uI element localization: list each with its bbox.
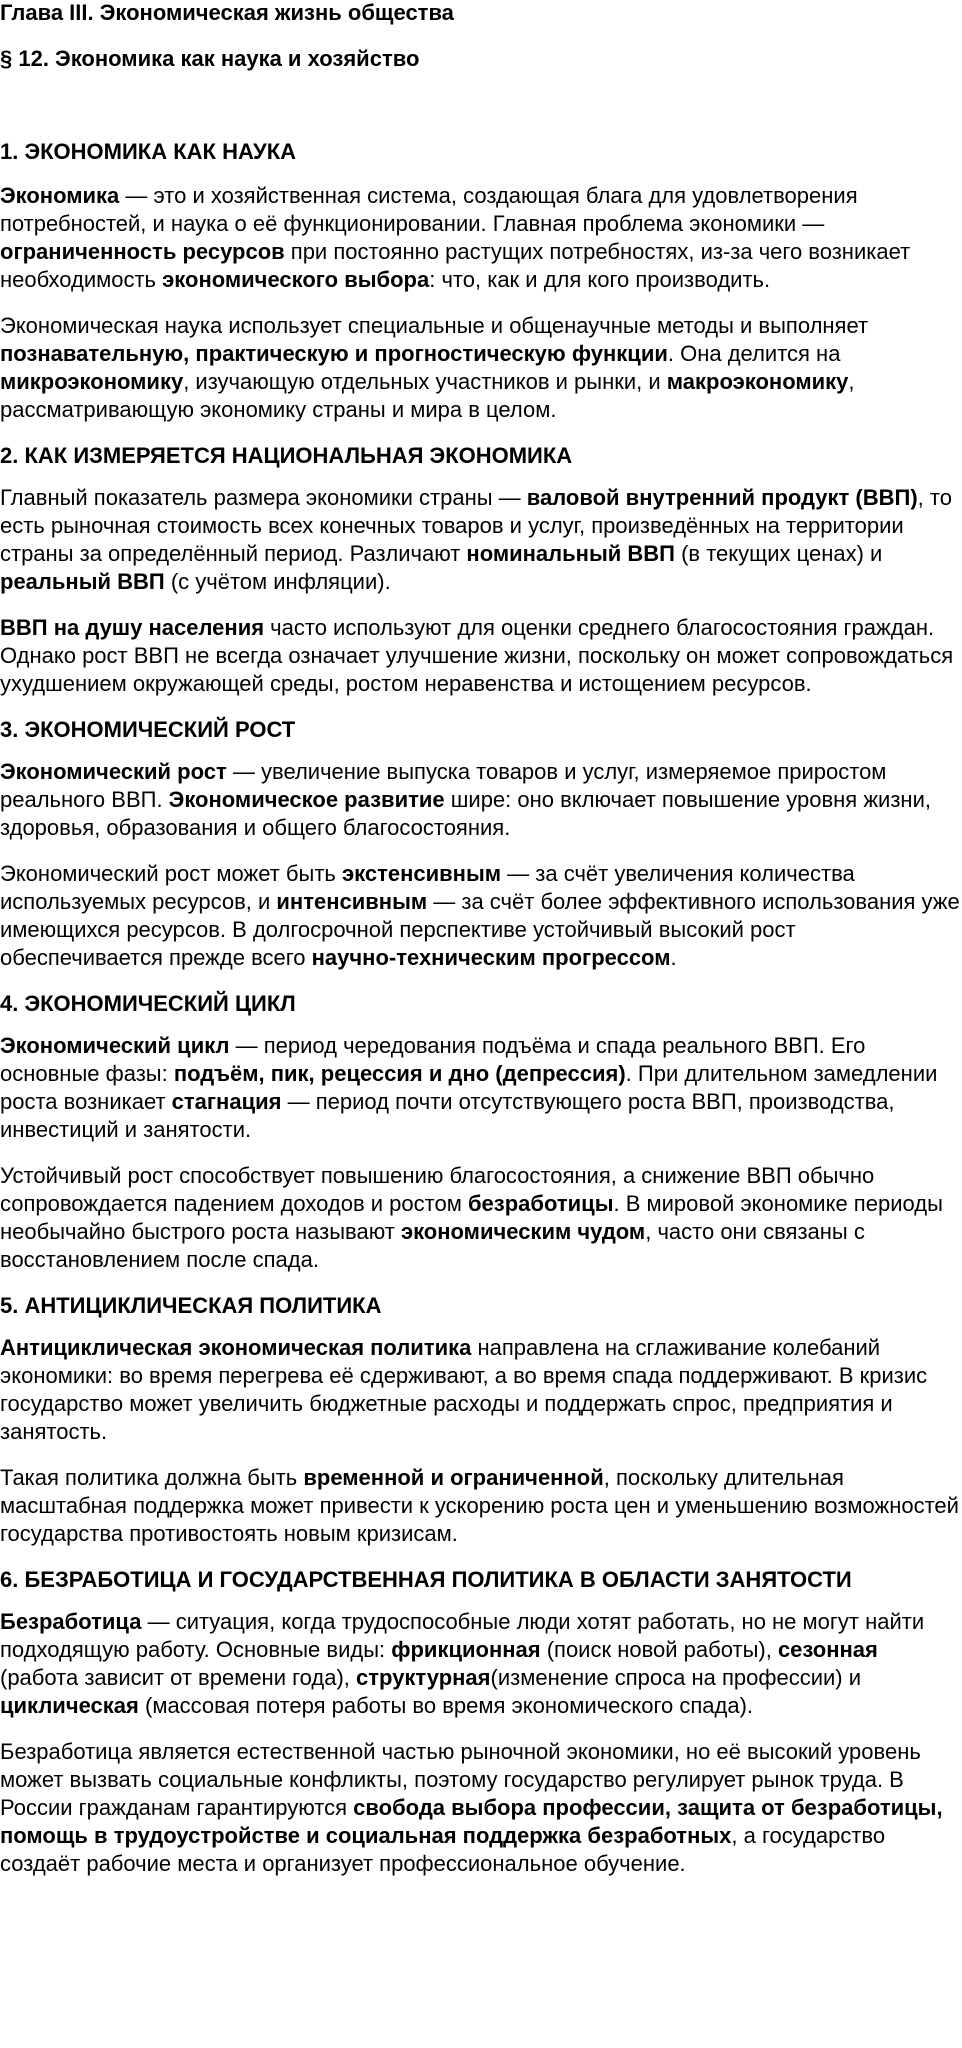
section-2: [0, 442, 962, 698]
text-run: (изменение спроса на профессии) и: [490, 1665, 862, 1690]
text-run: при постоянно растущих потребностях, из-за чего возникает необходимость: [0, 239, 911, 292]
section-paragraph: [0, 758, 962, 842]
text-run: Устойчивый рост способствует повышению благосостояния, а снижение ВВП обычно сопровождается падением доходов и ростом: [0, 1163, 875, 1216]
text-run: (массовая потеря работы во время экономического спада).: [138, 1693, 754, 1718]
text-run: — за счёт более эффективного использования уже имеющихся ресурсов. В долгосрочной перспективе устойчивый высокий рост обеспечивается прежде всего: [0, 889, 960, 970]
bold-term: структурная: [356, 1665, 491, 1690]
text-run: — период чередования подъёма и спада реального ВВП. Его основные фазы:: [0, 1033, 866, 1086]
text-run: . При длительном замедлении роста возникает: [0, 1061, 938, 1114]
text-run: , часто они связаны с восстановлением после спада.: [0, 1219, 865, 1272]
chapter-title: Глава III. Экономическая жизнь общества: [0, 0, 454, 25]
text-run: — ситуация, когда трудоспособные люди хотят работать, но не могут найти подходящую работу. Основные виды:: [0, 1609, 925, 1662]
section-paragraph: [0, 1334, 962, 1446]
section-paragraph: [0, 484, 962, 596]
section-heading: 6. БЕЗРАБОТИЦА И ГОСУДАРСТВЕННАЯ ПОЛИТИКА В ОБЛАСТИ ЗАНЯТОСТИ: [0, 1567, 852, 1592]
bold-term: экстенсивным: [341, 861, 502, 886]
text-run: (поиск новой работы),: [540, 1637, 778, 1662]
section-paragraph: [0, 1464, 962, 1548]
bold-term: Экономика: [0, 183, 120, 208]
bold-term: валовой внутренний продукт (ВВП): [526, 485, 918, 510]
text-run: : что, как и для кого производить.: [429, 267, 771, 292]
text-run: Такая политика должна быть: [0, 1465, 304, 1490]
text-run: — это и хозяйственная система, создающая блага для удовлетворения потребностей, и наука о её функционировании. Главная проблема экономики —: [0, 183, 858, 236]
text-run: Экономический рост может быть: [0, 861, 342, 886]
text-run: (в текущих ценах) и: [674, 541, 883, 566]
bold-term: ограниченность ресурсов: [0, 239, 285, 264]
bold-term: свобода выбора профессии, защита от безработицы, помощь в трудоустройстве и социальная поддержка безработных: [0, 1795, 943, 1848]
text-run: Экономическая наука использует специальные и общенаучные методы и выполняет: [0, 313, 869, 338]
bold-term: ВВП на душу населения: [0, 615, 265, 640]
bold-term: стагнация: [171, 1089, 282, 1114]
text-run: . Она делится на: [667, 341, 841, 366]
bold-term: фрикционная: [391, 1637, 541, 1662]
text-run: — период почти отсутствующего роста ВВП, производства, инвестиций и занятости.: [0, 1089, 895, 1142]
text-run: , а государство создаёт рабочие места и организует профессиональное обучение.: [0, 1823, 886, 1876]
paragraph-title: § 12. Экономика как наука и хозяйство: [0, 46, 420, 71]
text-run: часто используют для оценки среднего благосостояния граждан. Однако рост ВВП не всегда означает улучшение жизни, поскольку он может сопровождаться ухудшением окружающей среды, ростом неравенства и истощением ресурсов.: [0, 615, 954, 696]
section-heading: 1. ЭКОНОМИКА КАК НАУКА: [0, 139, 297, 164]
section-paragraph: [0, 1738, 962, 1878]
document-body: [0, 138, 962, 1896]
text-run: шире: оно включает повышение уровня жизни, здоровья, образования и общего благосостояния.: [0, 787, 931, 840]
text-run: (с учётом инфляции).: [164, 569, 391, 594]
bold-term: Экономическое развитие: [168, 787, 445, 812]
bold-term: Антициклическая экономическая политика: [0, 1335, 472, 1360]
bold-term: микроэкономику: [0, 369, 184, 394]
bold-term: познавательную, практическую и прогностическую функции: [0, 341, 668, 366]
section-5: [0, 1292, 962, 1548]
bold-term: циклическая: [0, 1693, 139, 1718]
text-run: Главный показатель размера экономики страны —: [0, 485, 527, 510]
bold-term: Экономический рост: [0, 759, 227, 784]
bold-term: Безработица: [0, 1609, 142, 1634]
text-run: направлена на сглаживание колебаний экономики: во время перегрева её сдерживают, а во время спада поддерживают. В кризис государство может увеличить бюджетные расходы и поддержать спрос, предприятия и занятость.: [0, 1335, 928, 1444]
bold-term: реальный ВВП: [0, 569, 165, 594]
section-paragraph: [0, 1032, 962, 1144]
bold-term: безработицы: [467, 1191, 614, 1216]
text-run: (работа зависит от времени года),: [0, 1665, 357, 1690]
text-run: .: [670, 945, 677, 970]
bold-term: подъём, пик, рецессия и дно (депрессия): [173, 1061, 626, 1086]
bold-term: научно-техническим прогрессом: [311, 945, 671, 970]
text-run: , изучающую отдельных участников и рынки, и: [183, 369, 667, 394]
text-run: . В мировой экономике периоды необычайно быстрого роста называют: [0, 1191, 943, 1244]
bold-term: интенсивным: [276, 889, 428, 914]
section-heading: 5. АНТИЦИКЛИЧЕСКАЯ ПОЛИТИКА: [0, 1293, 382, 1318]
section-paragraph: [0, 614, 962, 698]
section-1: [0, 138, 962, 424]
section-3: [0, 716, 962, 972]
section-paragraph: [0, 182, 962, 294]
bold-term: макроэкономику: [666, 369, 849, 394]
text-run: , рассматривающую экономику страны и мира в целом.: [0, 369, 855, 422]
section-4: [0, 990, 962, 1274]
section-6: [0, 1566, 962, 1878]
bold-term: сезонная: [777, 1637, 878, 1662]
bold-term: экономическим чудом: [400, 1219, 646, 1244]
section-heading: 4. ЭКОНОМИЧЕСКИЙ ЦИКЛ: [0, 991, 296, 1016]
section-paragraph: [0, 1608, 962, 1720]
section-paragraph: [0, 312, 962, 424]
section-paragraph: [0, 860, 962, 972]
text-run: , то есть рыночная стоимость всех конечных товаров и услуг, произведённых на территории страны за определённый период. Различают: [0, 485, 952, 566]
bold-term: Экономический цикл: [0, 1033, 230, 1058]
section-heading: 3. ЭКОНОМИЧЕСКИЙ РОСТ: [0, 717, 296, 742]
bold-term: экономического выбора: [162, 267, 430, 292]
text-run: — за счёт увеличения количества используемых ресурсов, и: [0, 861, 855, 914]
bold-term: номинальный ВВП: [466, 541, 675, 566]
text-run: Безработица является естественной частью рыночной экономики, но её высокий уровень может вызвать социальные конфликты, поэтому государство регулирует рынок труда. В России гражданам гарантируются: [0, 1739, 921, 1820]
section-paragraph: [0, 1162, 962, 1274]
text-run: , поскольку длительная масштабная поддержка может привести к ускорению роста цен и уменьшению возможностей государства противостоять новым кризисам.: [0, 1465, 959, 1546]
section-heading: 2. КАК ИЗМЕРЯЕТСЯ НАЦИОНАЛЬНАЯ ЭКОНОМИКА: [0, 443, 573, 468]
text-run: — увеличение выпуска товаров и услуг, измеряемое приростом реального ВВП.: [0, 759, 887, 812]
bold-term: временной и ограниченной: [303, 1465, 604, 1490]
